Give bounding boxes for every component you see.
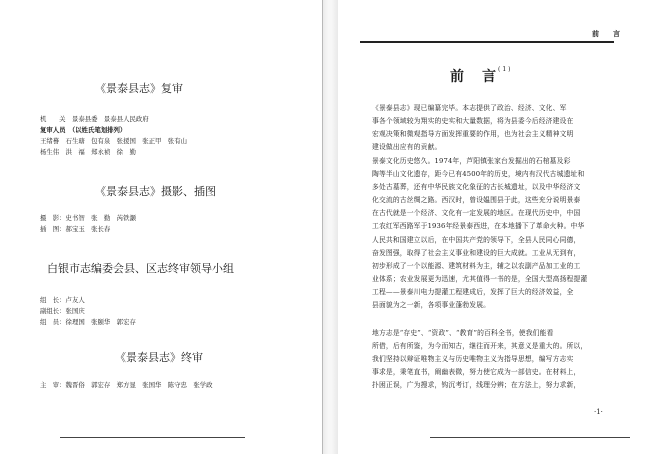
page-title xyxy=(450,66,513,86)
header-rule xyxy=(360,41,614,43)
text-line: 地方志是“存史”、“资政”、“教育”的百科全书，使我们能看 xyxy=(372,329,554,337)
text-line: 所借，后有所鉴，为今而知古，继往而开来，其意义是重大的。所以， xyxy=(372,342,588,351)
text-line: 工农红军西路军于1936年经景泰西进，在本地播下了革命火种。中华 xyxy=(372,222,585,231)
text-line: 事各个领域较为翔实的史实和大量数据，将为县委今后经济建设在 xyxy=(372,117,574,126)
text-line: 我们坚持以辩证唯物主义与历史唯物主义为指导思想，编写方志实 xyxy=(372,355,574,364)
group-deputy-leader: 副组长：张国庆 xyxy=(40,307,85,315)
preface-paragraph-3 xyxy=(372,327,587,392)
group-leader: 组 长：卢友人 xyxy=(40,296,85,304)
text-line: 扑困正误，广为搜求，钩沉考订，线理分辨；在方法上，努力求新， xyxy=(372,381,581,390)
text-line: 县面貌为之一新，各项事业蓬勃发展。 xyxy=(372,301,491,310)
review-personnel-label: 复审人员 （以姓氏笔划排列） xyxy=(40,126,127,134)
page-gutter xyxy=(322,0,338,454)
title-footnote-mark: (1) xyxy=(498,66,513,73)
text-line: 《景泰县志》现已编纂完毕。本志提供了政治、经济、文化、军 xyxy=(372,104,567,112)
bottom-rule xyxy=(60,437,245,438)
text-line: 工程——景泰川电力提灌工程建成后，发挥了巨大的经济效益，全 xyxy=(372,287,574,296)
text-line: 多处古墓葬，还有中华民族文化象征的古长城遗址，以及中华经济文 xyxy=(372,183,581,192)
text-line: 奋发图强，取得了社会主义事业和建设的巨大成就。工业从无到有， xyxy=(372,248,581,257)
section-title-review: 《景泰县志》复审 xyxy=(95,82,183,95)
section-title-final-review: 《景泰县志》终审 xyxy=(115,351,203,364)
review-names-row2: 杨生伟 洪 福 郑永祯 徐 勤 xyxy=(40,148,136,156)
text-line: 在古代就是一个经济、文化有一定发展的地区。在现代历史中，中国 xyxy=(372,209,581,218)
section-title-photography: 《景泰县志》摄影、插图 xyxy=(95,185,216,198)
text-line: 建设做出应有的贡献。 xyxy=(372,143,442,152)
text-line: 化交流的古丝绸之路。西汉时，曾设媪围县于此，这些充分说明景泰 xyxy=(372,196,581,205)
preface-paragraph-2 xyxy=(372,155,587,312)
text-line: 人民共和国建立以后，在中国共产党的领导下，全县人民同心同德， xyxy=(372,235,581,244)
group-members: 组 员：徐理国 张颐华 郭宏存 xyxy=(40,318,136,326)
preface-paragraph-1 xyxy=(372,102,573,154)
page-number: ·1· xyxy=(594,408,603,416)
review-organs: 机 关 景泰县委 景泰县人民政府 xyxy=(40,115,149,123)
text-line: 陶等半山文化遗存，距今已有4500年的历史，境内有汉代古城遗址和 xyxy=(372,170,585,179)
text-line: 事求是，秉笔直书，阐幽表微，努力使它成为一部信史。在材料上， xyxy=(372,368,581,377)
gutter-line-left xyxy=(322,0,323,454)
text-line: 初步形成了一个以能源、建筑材料为主，辅之以农副产品加工业的工 xyxy=(372,261,581,270)
left-page xyxy=(0,0,322,454)
final-reviewers: 主 审：魏晋俗 郭宏存 郑方显 张国华 陈守忠 张学政 xyxy=(40,381,213,389)
illustration-credits: 插 图：郝宝玉 张长春 xyxy=(40,225,111,233)
photography-credits: 摄 影：史书智 张 勤 芮铁灏 xyxy=(40,214,136,222)
text-line: 宏观决策和微观指导方面发挥重要的作用，也为社会主义精神文明 xyxy=(372,130,574,139)
text-line: 业体系；农业发展更为迅速，尤其值得一书的是，全国大型高扬程提灌 xyxy=(372,274,588,283)
text-line: 景泰文化历史悠久。1974年，芦阳镇张家台发掘出的石棺墓及彩 xyxy=(372,157,571,165)
review-names-row1: 王绪謩 石生瑭 包有泉 张援国 张正甲 张有山 xyxy=(40,137,187,145)
right-page xyxy=(338,0,658,454)
page-title-text: 前 言 xyxy=(450,69,498,85)
running-header: 前 言 xyxy=(592,29,620,38)
section-title-final-review-group: 白银市志编委会县、区志终审领导小组 xyxy=(47,262,234,275)
bottom-rule xyxy=(430,437,630,438)
